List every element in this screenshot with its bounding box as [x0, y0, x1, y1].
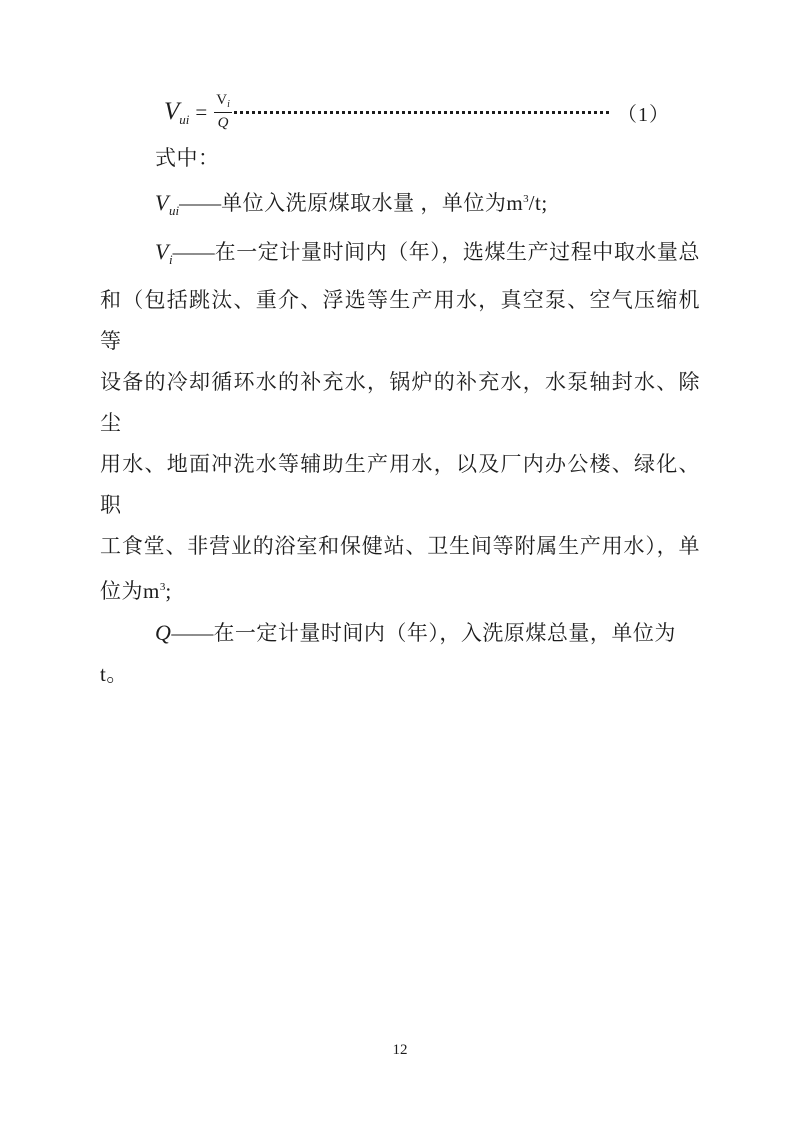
equation-number: （1）	[617, 103, 670, 126]
numerator-subscript: i	[227, 99, 230, 110]
vi-line-4: 用水、地面冲洗水等辅助生产用水，以及厂内办公楼、绿化、职	[100, 452, 700, 517]
vui-definition-text: 单位入洗原煤取水量 ，单位为m	[221, 191, 524, 215]
definition-dash: ——	[172, 240, 215, 264]
formula-line	[100, 86, 700, 138]
definition-dash: ——	[171, 621, 214, 645]
formula-lhs-subscript: ui	[179, 111, 190, 127]
cubic-superscript: 3	[159, 581, 166, 593]
definition-dash: ——	[179, 191, 222, 215]
definition-q	[100, 612, 700, 695]
fraction-denominator: Q	[217, 115, 229, 131]
formula-lhs-variable: $V_{ui}$	[164, 97, 190, 127]
equals-sign: =	[195, 99, 208, 124]
dot-leader	[234, 111, 609, 114]
cubic-superscript: 3	[523, 193, 529, 205]
vi-line-6: 位为$m^3$;	[100, 579, 172, 603]
definition-vui	[100, 179, 700, 231]
where-label: 式中：	[155, 146, 220, 170]
fraction-numerator: $V_i$	[214, 93, 232, 113]
vi-variable: $V_i$	[155, 239, 173, 267]
page-number: 12	[392, 1042, 408, 1058]
vi-line-5: 工食堂、非营业的浴室和保健站、卫生间等附属生产用水），单	[100, 534, 700, 558]
vi-line-3: 设备的冷却循环水的补充水，锅炉的补充水，水泵轴封水、除尘	[100, 370, 700, 435]
vi-line-1	[100, 231, 700, 280]
q-variable: Q	[155, 620, 172, 645]
vui-definition-tail: /t;	[528, 191, 548, 215]
fraction	[214, 93, 232, 131]
vi-line-2: 和（包括跳汰、重介、浮选等生产用水，真空泵、空气压缩机等	[100, 288, 700, 353]
q-definition-text: 在一定计量时间内（年），入洗原煤总量，单位为t。	[100, 621, 676, 686]
page-content	[100, 0, 700, 695]
definition-vi	[100, 231, 700, 612]
vi-definition-text: 在一定计量时间内（年），选煤生产过程中取水量总	[214, 240, 700, 264]
vui-variable: $V_{ui}$	[155, 190, 180, 218]
